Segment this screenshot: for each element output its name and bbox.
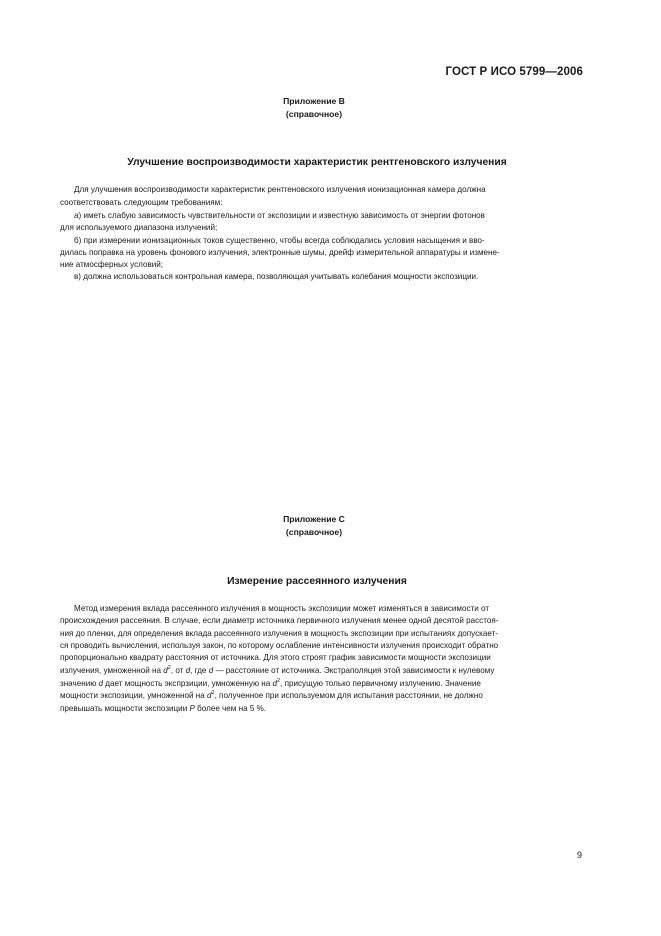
paragraph-line: пропорционально квадрату расстояния от источника. Для этого строят график зависимости мощности экспозиции xyxy=(60,653,491,662)
page-number: 9 xyxy=(576,850,582,860)
annex-b-label: Приложение В xyxy=(283,96,345,106)
paragraph-line: дилась поправка на уровень фонового излучения, электронные шумы, дрейф измерительной аппаратуры и измене- xyxy=(60,248,500,257)
paragraph-line: происхождения рассеяния. В случае, если диаметр источника первичного излучения менее одной десятой расстоя- xyxy=(60,616,499,625)
annex-c-title: Измерение рассеянного излучения xyxy=(227,576,407,587)
annex-b-heading xyxy=(0,95,628,120)
paragraph-line: излучения, умноженной на $d^2$, от d, где d — расстояние от источника. Экстраполяция этой зависимости к нулевому xyxy=(60,665,495,675)
paragraph-line: Для улучшения воспроизводимости характеристик рентгеновского излучения ионизационная камера должна xyxy=(74,185,486,194)
standard-id: ГОСТ Р ИСО 5799—2006 xyxy=(445,66,583,78)
annex-b-title: Улучшение воспроизводимости характеристик рентгеновского излучения xyxy=(127,157,507,168)
paragraph-line: ния до пленки, для определения вклада рассеянного излучения в мощность экспозиции при испытаниях допускает- xyxy=(60,629,499,638)
annex-c-status: (справочное) xyxy=(285,526,343,537)
paragraph-line: для используемого диапазона излучений; xyxy=(60,223,218,232)
paragraph-line: соответствовать следующим требованиям: xyxy=(60,198,223,207)
paragraph-line: превышать мощности экспозиции P более чем на 5 %. xyxy=(60,704,267,713)
paragraph-line: Метод измерения вклада рассеянного излучения в мощность экспозиции может изменяться в зависимости от xyxy=(74,604,490,613)
paragraph-line: значению d дает мощность экспрзиции, умноженную на $d^2$, присущую только первичному излучению. Значение xyxy=(60,678,481,688)
paragraph-line: мощности экспозиции, умноженной на $d^2$, полученное при используемом для испытания расстоянии, не должно xyxy=(60,690,483,700)
annex-c-label: Приложение С xyxy=(283,514,345,524)
list-item-a: а) иметь слабую зависимость чувствительности от экспозиции и известную зависимость от энергии фотонов xyxy=(74,211,485,220)
paragraph-line: ся проводить вычисления, используя закон, по которому ослабление интенсивности излучения происходит обратно xyxy=(60,641,499,650)
list-item-c: в) должна использоваться контрольная камера, позволяющая учитывать колебания мощности экспозиции. xyxy=(74,272,479,281)
paragraph-line: ние атмосферных условий; xyxy=(60,260,164,269)
list-item-b: б) при измерении ионизационных токов существенно, чтобы всегда соблюдались условия насыщения и вво- xyxy=(74,236,485,245)
annex-c-heading xyxy=(0,513,628,538)
annex-b-status: (справочное) xyxy=(285,108,343,119)
